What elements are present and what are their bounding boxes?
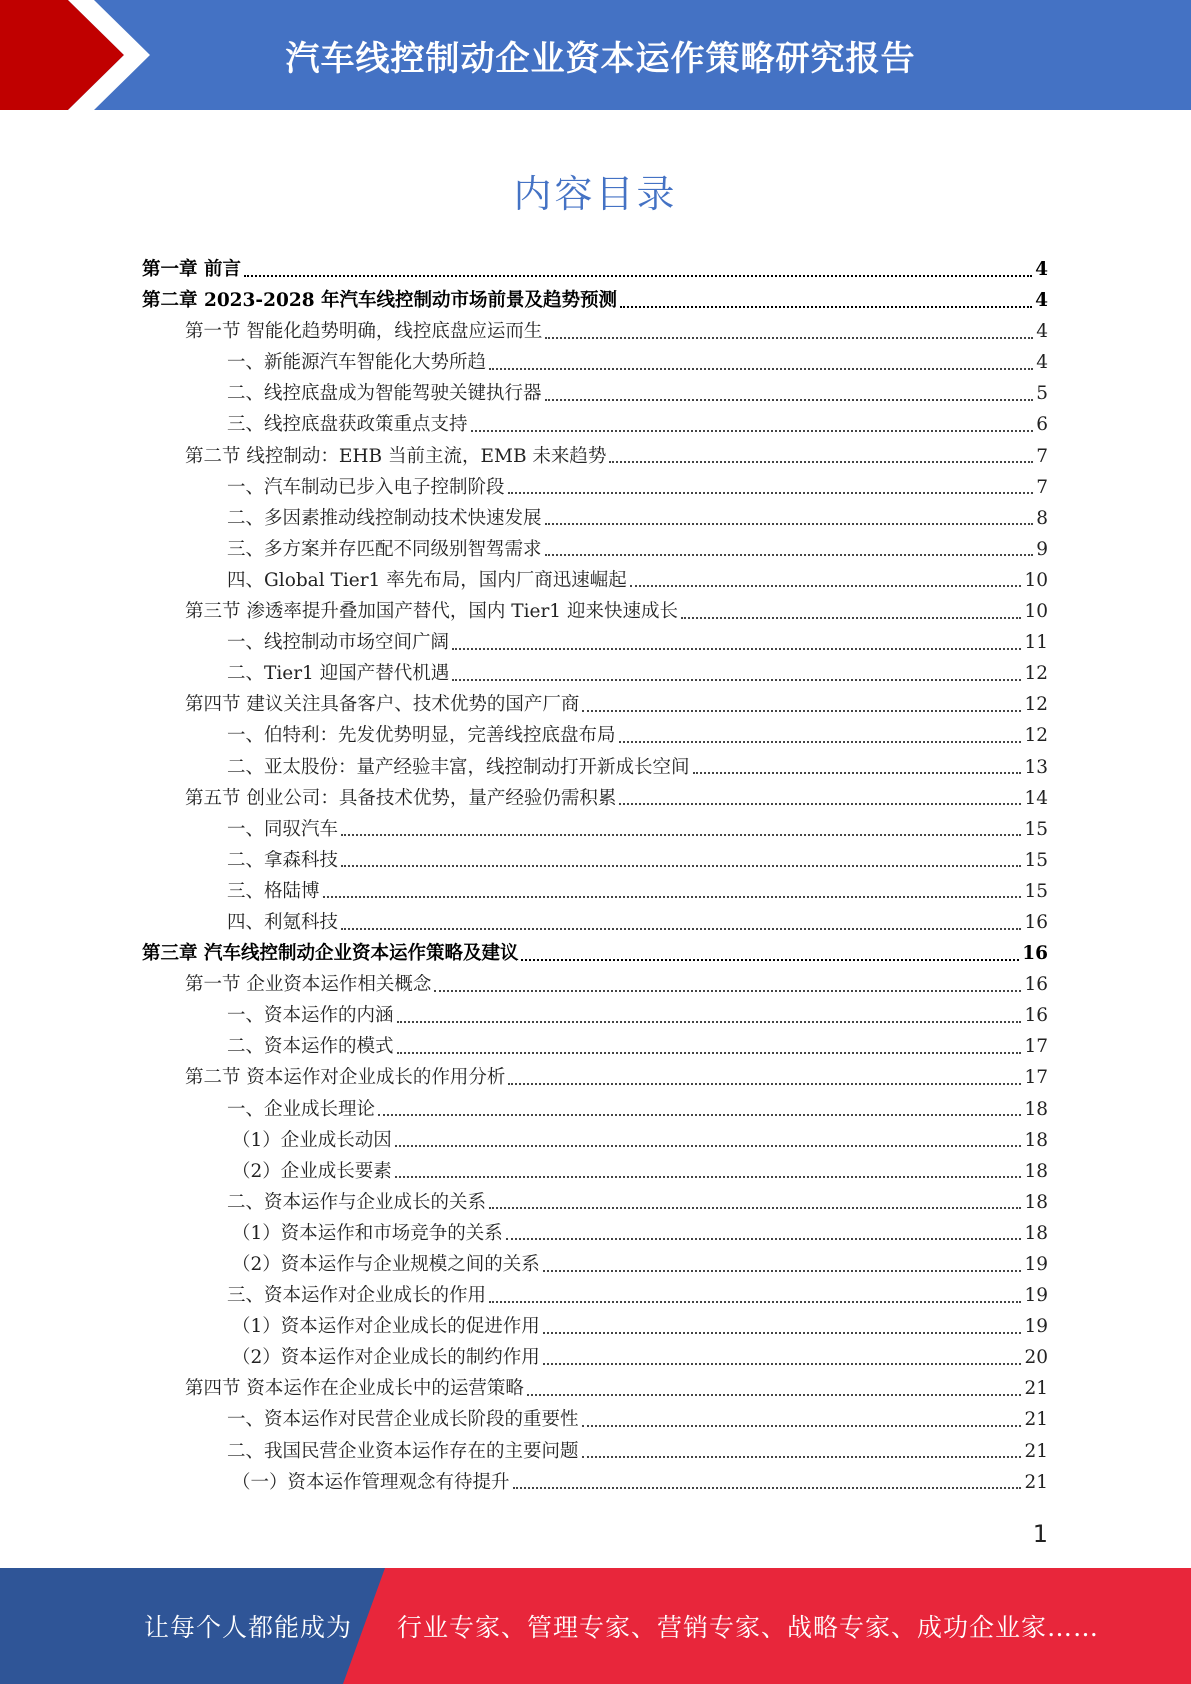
toc-entry-page: 7 [1036,476,1048,498]
dot-leader [545,554,1033,556]
dot-leader [582,710,1021,712]
toc-entry-page: 14 [1024,787,1048,809]
dot-leader [543,1332,1022,1334]
toc-entry[interactable] [142,1156,1048,1187]
toc-entry[interactable] [142,1218,1048,1249]
toc-entry[interactable] [142,1342,1048,1373]
dot-leader [681,617,1021,619]
toc-entry-page: 11 [1024,632,1048,654]
toc-entry[interactable] [142,347,1048,378]
toc-entry-title: 一、企业成长理论 [227,1098,376,1120]
dot-leader [545,399,1033,401]
toc-entry[interactable] [142,845,1048,876]
toc-entry-title: 二、资本运作与企业成长的关系 [227,1191,487,1213]
toc-entry[interactable] [142,1249,1048,1280]
dot-leader [395,1176,1022,1178]
dot-leader [323,896,1022,898]
dot-leader [545,523,1033,525]
toc-entry[interactable] [142,316,1048,347]
toc-entry-title: 二、拿森科技 [227,849,339,871]
toc-entry-title: 二、多因素推动线控制动技术快速发展 [227,507,542,529]
dot-leader [693,772,1022,774]
toc-entry-title: 第二节 资本运作对企业成长的作用分析 [185,1067,506,1089]
table-of-contents [142,254,1048,1498]
toc-entry-title: 二、资本运作的模式 [227,1036,394,1058]
toc-entry[interactable] [142,503,1048,534]
toc-entry-page: 18 [1024,1191,1048,1213]
toc-entry-title: 一、汽车制动已步入电子控制阶段 [227,476,505,498]
toc-entry[interactable] [142,1311,1048,1342]
dot-leader [630,585,1022,587]
toc-entry-page: 10 [1024,601,1048,623]
toc-entry[interactable] [142,565,1048,596]
dot-leader [378,1114,1021,1116]
toc-entry-title: 四、Global Tier1 率先布局，国内厂商迅速崛起 [227,569,627,591]
toc-entry-title: （一）资本运作管理观念有待提升 [232,1471,510,1493]
toc-entry-title: 第五节 创业公司：具备技术优势，量产经验仍需积累 [185,787,617,809]
dot-leader [619,741,1022,743]
toc-entry-page: 16 [1024,911,1048,933]
toc-entry-page: 5 [1036,383,1048,405]
toc-entry-title: （2）资本运作与企业规模之间的关系 [232,1254,540,1275]
toc-entry-page: 21 [1024,1378,1048,1400]
toc-entry-title: 第三章 汽车线控制动企业资本运作策略及建议 [142,943,519,965]
toc-entry-title: 第二节 线控制动：EHB 当前主流，EMB 未来趋势 [185,445,607,467]
toc-entry-title: 一、线控制动市场空间广阔 [227,632,450,654]
toc-entry-title: （2）企业成长要素 [232,1160,392,1182]
toc-entry-page: 12 [1024,694,1048,716]
toc-entry[interactable] [142,720,1048,751]
dot-leader [543,1270,1022,1272]
dot-leader [508,1083,1021,1085]
footer-slogan-left: 让每个人都能成为 [144,1613,353,1642]
toc-entry-page: 10 [1024,569,1048,591]
toc-entry-page: 12 [1024,663,1048,685]
toc-entry-title: 第四节 建议关注具备客户、技术优势的国产厂商 [185,694,580,716]
toc-entry-page: 15 [1024,849,1048,871]
toc-entry-title: 一、同驭汽车 [227,818,339,840]
toc-entry-title: （1）企业成长动因 [232,1129,392,1151]
dot-leader [397,1021,1022,1023]
toc-entry-title: 二、Tier1 迎国产替代机遇 [227,663,450,685]
toc-entry-page: 18 [1024,1160,1048,1182]
toc-entry-page: 4 [1035,259,1048,280]
toc-entry-page: 20 [1024,1347,1048,1369]
toc-entry-page: 19 [1024,1316,1048,1338]
toc-entry-page: 16 [1024,974,1048,996]
toc-entry[interactable] [142,658,1048,689]
toc-entry[interactable] [142,1031,1048,1062]
toc-entry[interactable] [142,285,1048,316]
dot-leader [489,1301,1021,1303]
toc-entry[interactable] [142,378,1048,409]
toc-entry[interactable] [142,441,1048,472]
toc-entry-title: 二、线控底盘成为智能驾驶关键执行器 [227,383,542,405]
toc-entry[interactable] [142,1125,1048,1156]
dot-leader [489,368,1033,370]
dot-leader [452,679,1021,681]
toc-entry-title: （2）资本运作对企业成长的制约作用 [232,1347,540,1369]
toc-entry-title: 第三节 渗透率提升叠加国产替代，国内 Tier1 迎来快速成长 [185,601,678,623]
dot-leader [620,306,1032,308]
toc-entry-page: 15 [1024,880,1048,902]
dot-leader [471,430,1033,432]
toc-entry[interactable] [142,1404,1048,1435]
dot-leader [527,1394,1022,1396]
toc-entry-page: 19 [1024,1254,1048,1275]
toc-entry-title: （1）资本运作对企业成长的促进作用 [232,1316,540,1338]
toc-entry[interactable] [142,876,1048,907]
toc-entry-page: 18 [1024,1222,1048,1244]
toc-entry-page: 16 [1022,943,1048,965]
toc-entry[interactable] [142,783,1048,814]
toc-heading: 内容目录 [513,172,678,216]
toc-entry[interactable] [142,1062,1048,1093]
toc-entry-title: 一、资本运作对民营企业成长阶段的重要性 [227,1409,579,1431]
dot-leader [397,1052,1022,1054]
toc-entry[interactable] [142,596,1048,627]
toc-entry[interactable] [142,938,1048,969]
dot-leader [609,461,1033,463]
toc-entry-title: 三、多方案并存匹配不同级别智驾需求 [227,538,542,560]
report-title: 汽车线控制动企业资本运作策略研究报告 [285,38,916,79]
toc-entry-page: 4 [1035,290,1048,312]
toc-entry-page: 19 [1024,1285,1048,1307]
toc-entry-page: 21 [1024,1471,1048,1493]
toc-entry[interactable] [142,1000,1048,1031]
toc-entry-page: 18 [1024,1098,1048,1120]
page-number: 1 [1032,1520,1048,1548]
toc-entry-page: 6 [1036,414,1048,436]
toc-entry-title: 三、格陆博 [227,880,320,902]
toc-entry-page: 17 [1024,1036,1048,1058]
toc-entry-title: 第一章 前言 [142,259,241,280]
toc-entry-page: 16 [1024,1005,1048,1027]
dot-leader [506,1238,1022,1240]
toc-entry[interactable] [142,472,1048,503]
toc-entry[interactable] [142,689,1048,720]
toc-entry[interactable] [142,254,1048,285]
toc-entry-page: 17 [1024,1067,1048,1089]
toc-entry-title: 一、资本运作的内涵 [227,1005,394,1027]
dot-leader [452,648,1021,650]
toc-entry[interactable] [142,534,1048,565]
toc-entry[interactable] [142,969,1048,1000]
dot-leader [513,1487,1022,1489]
toc-entry-title: 一、伯特利：先发优势明显，完善线控底盘布局 [227,725,616,747]
header-banner [0,0,1191,110]
toc-entry-page: 12 [1024,725,1048,747]
toc-entry-title: 三、线控底盘获政策重点支持 [227,414,468,436]
dot-leader [521,959,1019,961]
footer-slogan-right: 行业专家、管理专家、营销专家、战略专家、成功企业家…… [397,1613,1100,1642]
toc-entry-page: 8 [1036,507,1048,529]
dot-leader [582,1425,1022,1427]
toc-entry[interactable] [142,1436,1048,1467]
dot-leader [244,275,1032,277]
toc-entry-title: 二、我国民营企业资本运作存在的主要问题 [227,1440,579,1462]
dot-leader [543,1363,1022,1365]
toc-entry[interactable] [142,1094,1048,1125]
toc-entry-title: 第四节 资本运作在企业成长中的运营策略 [185,1378,524,1400]
toc-entry[interactable] [142,814,1048,845]
toc-entry-page: 21 [1024,1440,1048,1462]
toc-entry[interactable] [142,1187,1048,1218]
toc-entry-title: （1）资本运作和市场竞争的关系 [232,1222,503,1244]
toc-entry-page: 21 [1024,1409,1048,1431]
toc-entry-title: 四、利氪科技 [227,911,339,933]
dot-leader [545,337,1033,339]
toc-entry-title: 二、亚太股份：量产经验丰富，线控制动打开新成长空间 [227,756,690,778]
toc-entry[interactable] [142,1280,1048,1311]
toc-entry[interactable] [142,409,1048,440]
dot-leader [341,928,1021,930]
toc-entry-page: 7 [1036,445,1048,467]
dot-leader [619,803,1021,805]
dot-leader [582,1456,1022,1458]
toc-entry-title: 第一节 智能化趋势明确，线控底盘应运而生 [185,321,543,343]
toc-entry[interactable] [142,627,1048,658]
toc-entry[interactable] [142,752,1048,783]
toc-entry[interactable] [142,907,1048,938]
toc-entry-page: 18 [1024,1129,1048,1151]
toc-entry-page: 13 [1024,756,1048,778]
toc-entry[interactable] [142,1373,1048,1404]
footer-banner [0,1568,1191,1684]
toc-entry-title: 第一节 企业资本运作相关概念 [185,974,432,996]
dot-leader [508,492,1033,494]
toc-entry-page: 15 [1024,818,1048,840]
toc-entry[interactable] [142,1467,1048,1498]
dot-leader [341,834,1021,836]
dot-leader [341,865,1021,867]
dot-leader [489,1207,1021,1209]
toc-entry-page: 4 [1036,321,1048,343]
dot-leader [434,990,1021,992]
toc-entry-page: 9 [1036,538,1048,560]
toc-entry-title: 三、资本运作对企业成长的作用 [227,1285,487,1307]
toc-entry-title: 一、新能源汽车智能化大势所趋 [227,352,487,374]
toc-entry-page: 4 [1036,352,1048,374]
toc-entry-title: 第二章 2023-2028 年汽车线控制动市场前景及趋势预测 [142,290,618,312]
dot-leader [395,1145,1022,1147]
